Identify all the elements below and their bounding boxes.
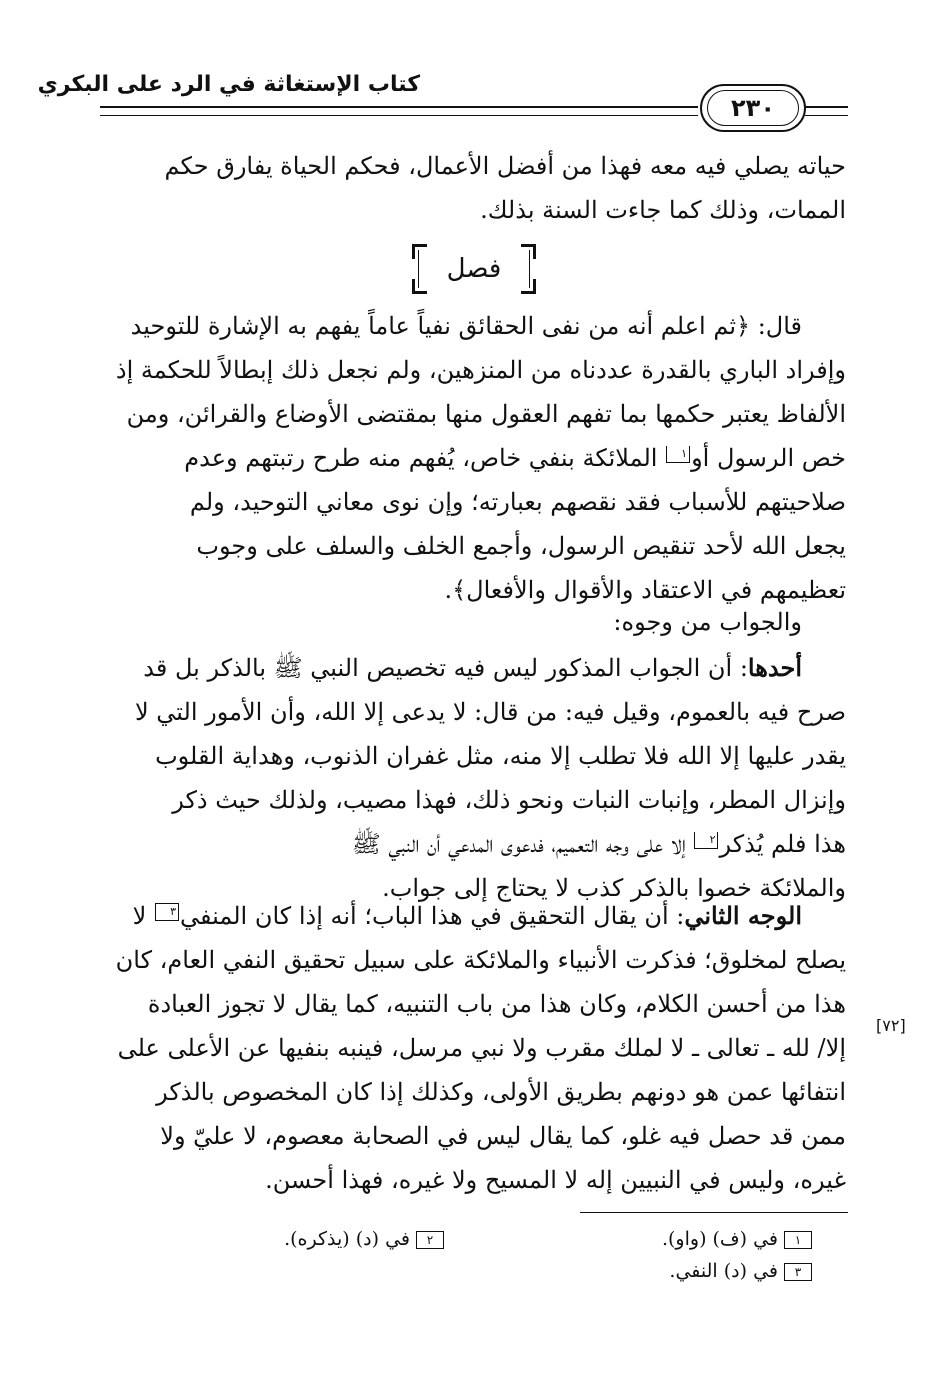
footnote-text: في (د) (يذكره). <box>284 1228 410 1250</box>
book-title: كتاب الإستغاثة في الرد على البكري <box>37 72 420 97</box>
text-line: يقدر عليها إلا الله فلا تطلب إلا منه، مثل غفران الذنوب، وهداية القلوب <box>155 742 846 770</box>
second-response <box>104 894 846 1202</box>
footnote-1 <box>662 1224 812 1254</box>
text-line: والملائكة خصوا بالذكر كذب لا يحتاج إلى جواب. <box>382 874 846 902</box>
header-rule-short <box>805 106 848 116</box>
text-line: وإنزال المطر، وإنبات النبات ونحو ذلك، فهذا مصيب، ولذلك حيث ذكر <box>172 786 846 814</box>
text-line: والجواب من وجوه: <box>613 608 802 636</box>
text-line: الوجه الثاني: أن يقال التحقيق في هذا الباب؛ أنه إذا كان المنفي٣ لا <box>132 901 802 930</box>
text-line: خص الرسول أو١ الملائكة بنفي خاص، يُفهم منه طرح رتبتهم وعدم <box>184 444 846 472</box>
text-line: وإفراد الباري بالقدرة عددناه من المنزهين، ولم نجعل ذلك إبطالاً للحكمة إذ <box>115 356 846 384</box>
footnote-text: في (د) النفي. <box>669 1260 778 1282</box>
footnote-2 <box>284 1224 444 1254</box>
footnote-text: في (ف) (واو). <box>661 1228 778 1250</box>
footnote-number: ٣ <box>784 1263 812 1281</box>
text-line: هذا فلم يُذكر٢ إلا على وجه التعميم، فدعوى المدعي أن النبي ﷺ <box>351 830 846 858</box>
page-number-frame <box>700 84 806 132</box>
footnote-rule <box>580 1212 848 1213</box>
manuscript-page-ref: [٧٢] <box>876 1016 906 1035</box>
text-line: صلاحيتهم للأسباب فقد نقصهم بعبارته؛ وإن نوى معاني التوحيد، ولم <box>189 488 846 516</box>
text-line: تعظيمهم في الاعتقاد والأقوال والأفعال﴾. <box>444 576 846 604</box>
footnote-number: ١ <box>784 1231 812 1249</box>
text-line: حياته يصلي فيه معه فهذا من أفضل الأعمال، فحكم الحياة يفارق حكم <box>164 152 846 180</box>
header-rule <box>100 106 698 116</box>
page-header <box>37 62 848 134</box>
text-line: يجعل الله لأحد تنقيص الرسول، وأجمع الخلف والسلف على وجوب <box>196 532 846 560</box>
text-line: قال: ﴿ثم اعلم أنه من نفى الحقائق نفياً عاماً يفهم به الإشارة للتوحيد <box>130 312 802 340</box>
text-line: انتفائها عمن هو دونهم بطريق الأولى، وكذلك إذا كان المخصوص بالذكر <box>156 1078 846 1106</box>
footnote-marker[interactable]: ٢ <box>694 832 718 849</box>
text-line: صرح فيه بالعموم، وقيل فيه: من قال: لا يدعى إلا الله، وأن الأمور التي لا <box>134 698 846 726</box>
text-line: الممات، وذلك كما جاءت السنة بذلك. <box>480 196 846 224</box>
text-line: غيره، وليس في النبيين إله لا المسيح ولا غيره، فهذا أحسن. <box>265 1166 846 1194</box>
lead-word: الوجه الثاني <box>684 901 802 930</box>
section-label: فصل <box>446 254 502 284</box>
text-line: يصلح لمخلوق؛ فذكرت الأنبياء والملائكة على سبيل تحقيق النفي العام، كان <box>115 946 846 974</box>
lead-word: أحدها <box>747 653 802 682</box>
text-line: أحدها: أن الجواب المذكور ليس فيه تخصيص النبي ﷺ بالذكر بل قد <box>143 653 802 682</box>
intro-paragraph <box>104 144 846 232</box>
footnote-3 <box>669 1256 812 1286</box>
footnote-number: ٢ <box>416 1231 444 1249</box>
answer-intro <box>104 600 846 644</box>
first-response <box>104 646 846 910</box>
text-line: ممن قد حصل فيه غلو، كما يقال ليس في الصحابة معصوم، لا عليّ ولا <box>160 1122 846 1150</box>
text-line: هذا من أحسن الكلام، وكان هذا من باب التنبيه، كما يقال لا تجوز العبادة <box>147 990 846 1018</box>
text-line: إلا/ لله ـ تعالى ـ لا لملك مقرب ولا نبي مرسل، فينبه بنفيها عن الأعلى على <box>117 1034 846 1062</box>
footnote-marker[interactable]: ٣ <box>155 903 179 921</box>
section-heading <box>412 244 536 294</box>
footnote-marker[interactable]: ١ <box>666 446 690 463</box>
text-line: الألفاظ يعتبر حكمها بما تفهم العقول منها بمقتضى الأوضاع والقرائن، ومن <box>126 400 846 428</box>
quote-paragraph <box>104 304 846 612</box>
page-number: ٢٣٠ <box>731 94 775 122</box>
